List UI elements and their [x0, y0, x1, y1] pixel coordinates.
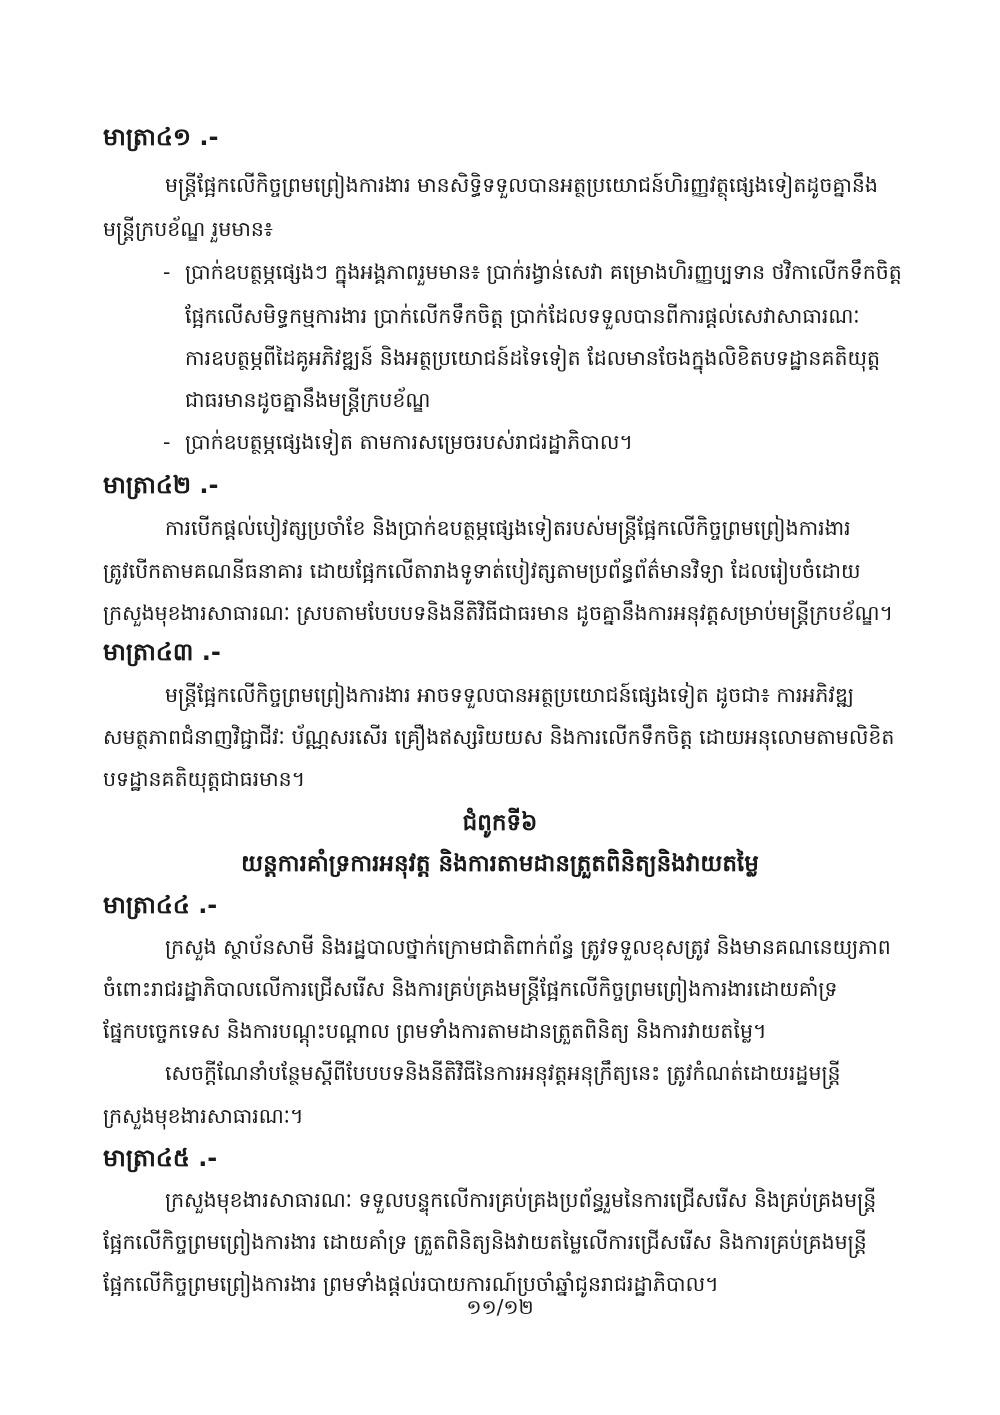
- article-45-line-1: ក្រសួងមុខងារសាធារណៈ ទទួលបន្ទុកលើការគ្រប់គ្រងប្រព័ន្ធរួមនៃការជ្រើសរើស និងគ្រប់គ្រងមន្ត្រី: [165, 1188, 877, 1212]
- article-43-line-2: សមត្ថភាពជំនាញវិជ្ជាជីវៈ ប័ណ្ណសរសើរ គ្រឿងឥស្សរិយយស និងការលើកទឹកចិត្ត ដោយអនុលោមតាមលិខិត: [103, 725, 895, 749]
- article-41-bullet-2-line-1: ប្រាក់ឧបត្ថម្ភផ្សេងទៀត តាមការសម្រេចរបស់រាជរដ្ឋាភិបាល។: [185, 430, 633, 454]
- article-42-heading: មាត្រា៤២ .-: [103, 471, 219, 499]
- article-44-para-1-line-2: ចំពោះរាជរដ្ឋាភិបាលលើការជ្រើសរើស និងការគ្រប់គ្រងមន្ត្រីផ្អែកលើកិច្ចព្រមព្រៀងការងារដោយគាំទ្រ: [103, 977, 838, 1001]
- article-41-line-1: មន្ត្រីផ្អែកលើកិច្ចព្រមព្រៀងការងារ មានសិទ្ធិទទួលបានអត្ថប្រយោជន៍ហិរញ្ញវត្ថុផ្សេងទៀតដូចគ្នានឹង: [165, 173, 878, 197]
- chapter-title: យន្តការគាំទ្រការអនុវត្ត និងការតាមដានត្រួតពិនិត្យនិងវាយតម្លៃ: [241, 851, 759, 877]
- article-45-heading: មាត្រា៤៥ .-: [103, 1144, 218, 1172]
- article-44-para-1-line-3: ផ្នែកបច្ចេកទេស និងការបណ្តុះបណ្តាល ព្រមទាំងការតាមដានត្រួតពិនិត្យ និងការវាយតម្លៃ។: [103, 1019, 767, 1043]
- article-42-line-3: ក្រសួងមុខងារសាធារណៈ ស្របតាមបែបបទនិងនីតិវិធីជាធរមាន ដូចគ្នានឹងការអនុវត្តសម្រាប់មន្ត្រីក្របខ័ណ្ឌ។: [103, 601, 894, 625]
- page-number: ១១/១២: [466, 1295, 534, 1319]
- article-43-heading: មាត្រា៤៣ .-: [103, 638, 221, 666]
- article-41-bullet-1-line-2: ផ្អែកលើសមិទ្ធកម្មការងារ ប្រាក់លើកទឹកចិត្ត ប្រាក់ដែលទទួលបានពីការផ្តល់សេវាសាធារណៈ: [185, 304, 860, 328]
- article-41-bullet-1-line-1: ប្រាក់ឧបត្ថម្ភផ្សេងៗ ក្នុងអង្គភាពរួមមាន៖ ប្រាក់រង្វាន់សេវា គម្រោងហិរញ្ញប្បទាន ថវិកាលើកទឹកចិត្ត: [185, 260, 902, 284]
- chapter-number: ជំពូកទី៦: [462, 810, 538, 836]
- article-41-bullet-1-line-3: ការឧបត្ថម្ភពីដៃគូអភិវឌ្ឍន៍ និងអត្ថប្រយោជន៍ដទៃទៀត ដែលមានចែងក្នុងលិខិតបទដ្ឋានគតិយុត្ត: [185, 346, 880, 370]
- bullet-dash: -: [163, 430, 171, 454]
- article-43-line-1: មន្ត្រីផ្អែកលើកិច្ចព្រមព្រៀងការងារ អាចទទួលបានអត្ថប្រយោជន៍ផ្សេងទៀត ដូចជា៖ ការអភិវឌ្ឍ: [165, 683, 855, 707]
- article-44-para-2-line-1: សេចក្តីណែនាំបន្ថែមស្តីពីបែបបទនិងនីតិវិធីនៃការអនុវត្តអនុក្រឹត្យនេះ ត្រូវកំណត់ដោយរដ្ឋមន្ត្រី: [165, 1061, 841, 1085]
- article-44-para-2-line-2: ក្រសួងមុខងារសាធារណៈ។: [103, 1104, 304, 1128]
- article-45-line-3: ផ្អែកលើកិច្ចព្រមព្រៀងការងារ ព្រមទាំងផ្តល់របាយការណ៍ប្រចាំឆ្នាំជូនរាជរដ្ឋាភិបាល។: [103, 1272, 719, 1296]
- bullet-dash: -: [163, 260, 171, 284]
- article-44-para-1-line-1: ក្រសួង ស្ថាប័នសាមី និងរដ្ឋបាលថ្នាក់ក្រោមជាតិពាក់ព័ន្ធ ត្រូវទទួលខុសត្រូវ និងមានគណនេយ្យភាព: [165, 935, 891, 959]
- article-42-line-1: ការបើកផ្តល់បៀវត្សប្រចាំខែ និងប្រាក់ឧបត្ថម្ភផ្សេងទៀតរបស់មន្ត្រីផ្អែកលើកិច្ចព្រមព្រៀងការងារ: [165, 516, 851, 540]
- article-41-line-2: មន្ត្រីក្របខ័ណ្ឌ រួមមាន៖: [103, 217, 273, 241]
- article-42-line-2: ត្រូវបើកតាមគណនីធនាគារ ដោយផ្អែកលើតារាងទូទាត់បៀវត្សតាមប្រព័ន្ធព័ត៌មានវិទ្យា ដែលរៀបចំដោយ: [103, 559, 861, 583]
- article-43-line-3: បទដ្ឋានគតិយុត្តជាធរមាន។: [103, 767, 306, 791]
- article-44-heading: មាត្រា៤៤ .-: [103, 891, 218, 919]
- article-41-heading: មាត្រា៤១ .-: [103, 123, 219, 151]
- article-41-bullet-1-line-4: ជាធរមានដូចគ្នានឹងមន្ត្រីក្របខ័ណ្ឌ: [185, 388, 431, 412]
- article-45-line-2: ផ្អែកលើកិច្ចព្រមព្រៀងការងារ ដោយគាំទ្រ ត្រួតពិនិត្យនិងវាយតម្លៃលើការជ្រើសរើស និងការគ្រប់គ្រងមន្ត្រី: [103, 1230, 867, 1254]
